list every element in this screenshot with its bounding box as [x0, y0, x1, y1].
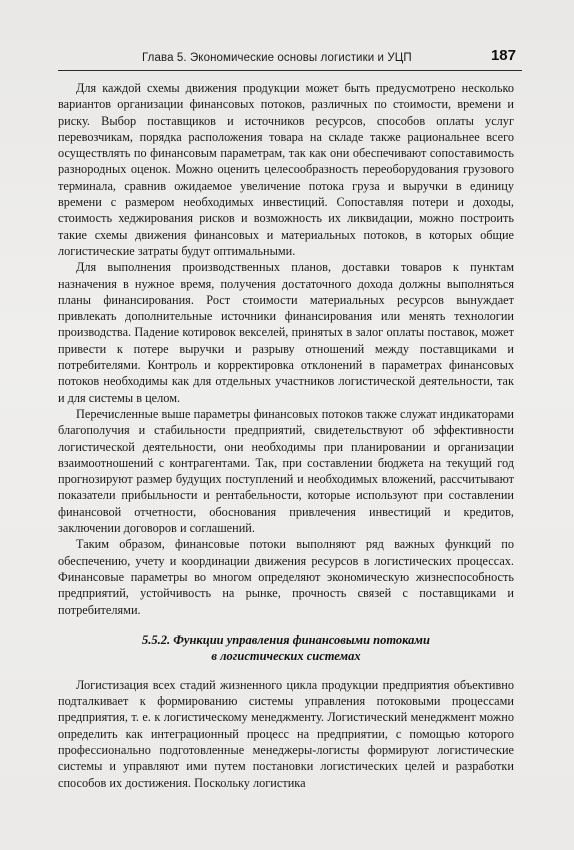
- page-number: 187: [490, 47, 516, 64]
- paragraph: Перечисленные выше параметры финансовых потоков также служат индикаторами благополучия и стабильности предприятий, свидетельствуют об эффективности логистической деятельности, они необходимы при планировании и организации взаимоотношений с контрагентами. Так, при составлении бюджета на текущий год прогнозируют размер будущих поступлений и необходимых вложений, рассчитывают показатели прибыльности и рентабельности, которые используют при составлении финансовой отчетности, обоснования привлечения инвестиций и кредитов, заключении договоров и соглашений.: [58, 406, 514, 536]
- paragraph: Таким образом, финансовые потоки выполняют ряд важных функций по обеспечению, учету и координации движения ресурсов в логистических процессах. Финансовые параметры во многом определяют экономическую жизнеспособность предприятий, устойчивость на рынке, прочность связей с поставщиками и потребителями.: [58, 537, 514, 617]
- running-header: [58, 47, 522, 71]
- paragraph: Для выполнения производственных планов, доставки товаров к пунктам назначения в нужное время, получения достаточного дохода должны выполняться планы финансирования. Рост стоимости материальных ресурсов вынуждает привлекать дополнительные источники финансирования или менять технологии производства. Падение котировок векселей, принятых в залог оплаты поставок, может привести к потере выручки и разрыву отношений между поставщиками и потребителями. Контроль и корректировка отклонений в параметрах финансовых потоков необходимы как для отдельных участников логистической деятельности, так и для системы в целом.: [58, 260, 514, 405]
- section-heading: [58, 632, 514, 664]
- paragraph: Логистизация всех стадий жизненного цикла продукции предприятия объективно подталкивает к формированию системы управления потоковыми процессами предприятия, т. е. к логистическому менеджменту. Логистический менеджмент можно определить как интеграционный процесс на предприятии, с помощью которого профессионально подготовленные менеджеры-логисты формируют логистические системы и управляют ими путем постановки логистических целей и разработки способов их достижения. Поскольку логистика: [58, 677, 514, 790]
- body-text: [58, 80, 514, 791]
- section-heading-line-1: 5.5.2. Функции управления финансовыми потоками: [142, 632, 430, 647]
- chapter-title: Глава 5. Экономические основы логистики и УЦП: [142, 52, 412, 64]
- section-heading-line-2: в логистических системах: [211, 648, 361, 663]
- paragraph: Для каждой схемы движения продукции может быть предусмотрено несколько вариантов организации финансовых потоков, различных по стоимости, времени и риску. Выбор поставщиков и источников ресурсов, способов оплаты услуг перевозчикам, порядка расположения товара на складе также рациональнее всего осуществлять по финансовым параметрам, так как они обеспечивают сопоставимость разнородных оценок. Можно оценить целесообразность переоборудования грузового терминала, сравнив ожидаемое увеличение потока груза и выручки в единицу времени с размером необходимых инвестиций. Сопоставляя потери и доходы, стоимость хеджирования рисков и возможность их ликвидации, можно построить такие схемы движения финансовых и материальных потоков, в которых общие логистические затраты будут оптимальными.: [58, 81, 514, 258]
